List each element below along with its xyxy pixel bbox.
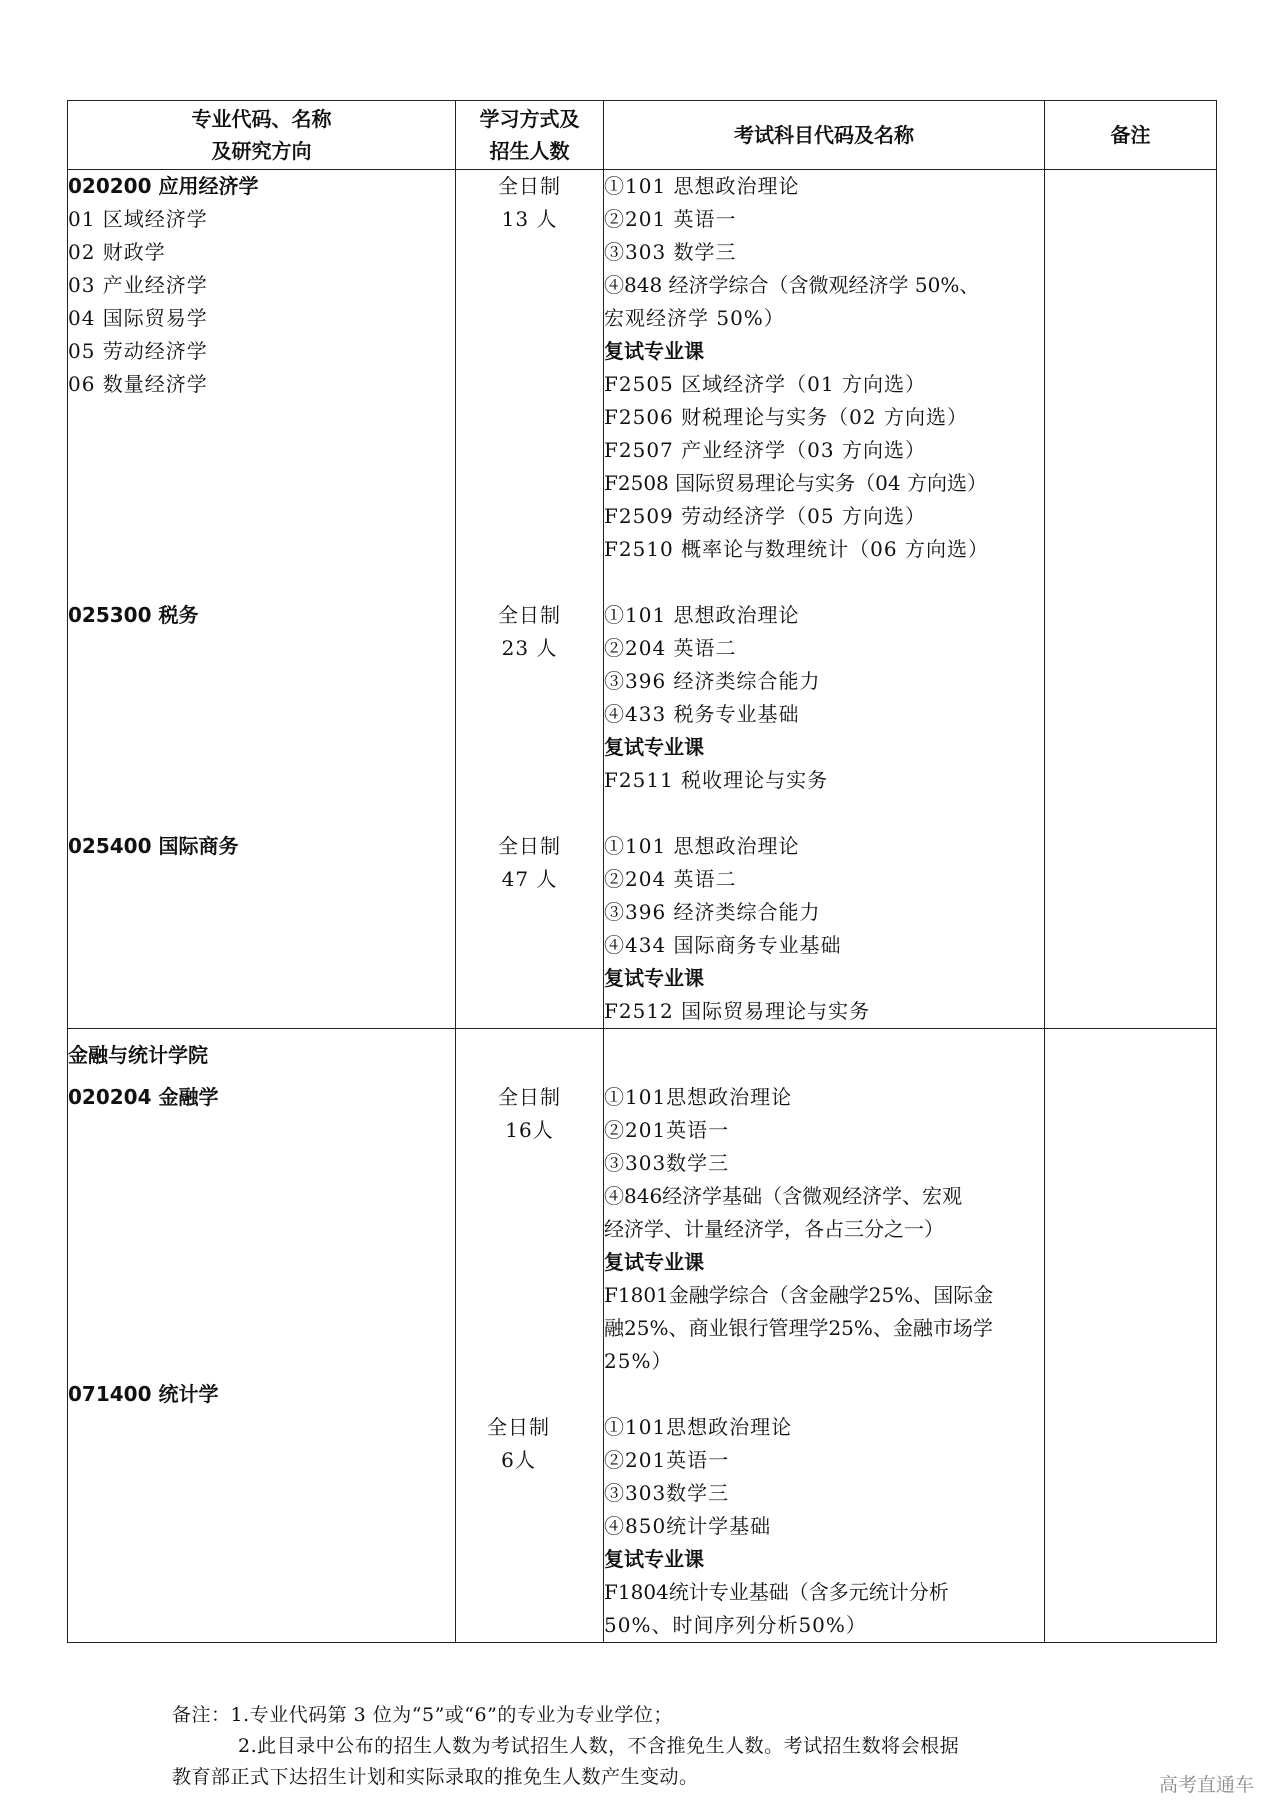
- exam-item: 宏观经济学 50%）: [604, 306, 785, 330]
- exam-item: 经济学、计量经济学，各占三分之一）: [604, 1217, 944, 1241]
- exam-item: ①101 思想政治理论: [604, 603, 800, 627]
- watermark-text: 高考直通车: [1158, 1774, 1254, 1796]
- exam-item: ④850统计学基础: [604, 1514, 772, 1538]
- exam-item: ④434 国际商务专业基础: [604, 933, 842, 957]
- header-mode-line2: 招生人数: [489, 139, 570, 163]
- study-mode: 全日制: [498, 174, 561, 198]
- header-major-line2: 及研究方向: [211, 139, 312, 163]
- quota: 13 人: [501, 207, 558, 231]
- footnote-3: 教育部正式下达招生计划和实际录取的推免生人数产生变动。: [172, 1766, 699, 1788]
- header-major: [68, 101, 456, 170]
- quota: 47 人: [501, 867, 558, 891]
- quota: 16人: [505, 1118, 554, 1142]
- header-mode: [456, 101, 604, 170]
- header-remarks: 备注: [1045, 101, 1217, 170]
- study-mode: 全日制: [498, 603, 561, 627]
- footnotes: [172, 1700, 1192, 1793]
- exam-item: ③303数学三: [604, 1481, 730, 1505]
- table-row: [68, 1029, 1217, 1643]
- retest-item: 融25%、商业银行管理学25%、金融市场学: [604, 1316, 993, 1340]
- quota: 23 人: [501, 636, 558, 660]
- study-mode: 全日制: [487, 1415, 550, 1439]
- exam-item: ①101思想政治理论: [604, 1085, 793, 1109]
- retest-item: F1801金融学综合（含金融学25%、国际金: [604, 1283, 994, 1307]
- major-cell: [68, 1029, 456, 1643]
- mode-cell: [456, 1029, 604, 1643]
- exam-item: ②201 英语一: [604, 207, 737, 231]
- exam-item: ③396 经济类综合能力: [604, 669, 821, 693]
- remarks-cell: [1045, 1029, 1217, 1643]
- major-code-name: 025300 税务: [68, 603, 199, 627]
- study-mode: 全日制: [498, 1085, 561, 1109]
- major-code-name: 071400 统计学: [68, 1382, 219, 1406]
- retest-item: F2512 国际贸易理论与实务: [604, 999, 871, 1023]
- retest-item: F2508 国际贸易理论与实务（04 方向选）: [604, 471, 987, 495]
- exam-item: ②204 英语二: [604, 867, 737, 891]
- retest-label: 复试专业课: [604, 1547, 704, 1571]
- exams-cell: [604, 170, 1045, 1029]
- direction-item: 04 国际贸易学: [68, 306, 208, 330]
- header-major-line1: 专业代码、名称: [191, 107, 332, 131]
- header-exams: 考试科目代码及名称: [604, 101, 1045, 170]
- retest-label: 复试专业课: [604, 339, 704, 363]
- direction-item: 01 区域经济学: [68, 207, 208, 231]
- quota: 6人: [501, 1448, 536, 1472]
- exam-item: ②201英语一: [604, 1118, 730, 1142]
- exam-item: ③396 经济类综合能力: [604, 900, 821, 924]
- major-code-name: 025400 国际商务: [68, 834, 239, 858]
- exam-item: ①101 思想政治理论: [604, 834, 800, 858]
- retest-item: 50%、时间序列分析50%）: [604, 1613, 867, 1637]
- exam-item: ①101 思想政治理论: [604, 174, 800, 198]
- direction-item: 05 劳动经济学: [68, 339, 208, 363]
- mode-cell: [456, 170, 604, 1029]
- retest-item: F2509 劳动经济学（05 方向选）: [604, 504, 926, 528]
- exam-item: ④433 税务专业基础: [604, 702, 800, 726]
- footnote-2: 2.此目录中公布的招生人数为考试招生人数，不含推免生人数。考试招生数将会根据: [238, 1735, 960, 1757]
- table-header-row: [68, 101, 1217, 170]
- study-mode: 全日制: [498, 834, 561, 858]
- retest-item: F2506 财税理论与实务（02 方向选）: [604, 405, 968, 429]
- school-name: 金融与统计学院: [68, 1043, 208, 1067]
- direction-item: 06 数量经济学: [68, 372, 208, 396]
- remarks-cell: [1045, 170, 1217, 1029]
- major-code-name: 020200 应用经济学: [68, 174, 259, 198]
- table-row: [68, 170, 1217, 1029]
- retest-item: F2507 产业经济学（03 方向选）: [604, 438, 926, 462]
- exam-item: ③303 数学三: [604, 240, 737, 264]
- retest-item: F1804统计专业基础（含多元统计分析: [604, 1580, 949, 1604]
- exam-item: ④846经济学基础（含微观经济学、宏观: [604, 1184, 963, 1208]
- exam-item: ②204 英语二: [604, 636, 737, 660]
- header-mode-line1: 学习方式及: [479, 107, 580, 131]
- direction-item: 02 财政学: [68, 240, 166, 264]
- exam-item: ③303数学三: [604, 1151, 730, 1175]
- retest-label: 复试专业课: [604, 735, 704, 759]
- direction-item: 03 产业经济学: [68, 273, 208, 297]
- footnote-1: 备注：1.专业代码第 3 位为“5”或“6”的专业为专业学位；: [172, 1704, 673, 1726]
- retest-label: 复试专业课: [604, 1250, 704, 1274]
- exam-item: ②201英语一: [604, 1448, 730, 1472]
- retest-item: 25%）: [604, 1349, 673, 1373]
- retest-item: F2510 概率论与数理统计（06 方向选）: [604, 537, 989, 561]
- retest-item: F2505 区域经济学（01 方向选）: [604, 372, 926, 396]
- enrollment-catalog-table: [67, 100, 1217, 1643]
- retest-item: F2511 税收理论与实务: [604, 768, 829, 792]
- exams-cell: [604, 1029, 1045, 1643]
- retest-label: 复试专业课: [604, 966, 704, 990]
- major-code-name: 020204 金融学: [68, 1085, 219, 1109]
- exam-item: ①101思想政治理论: [604, 1415, 793, 1439]
- major-cell: [68, 170, 456, 1029]
- exam-item: ④848 经济学综合（含微观经济学 50%、: [604, 273, 980, 297]
